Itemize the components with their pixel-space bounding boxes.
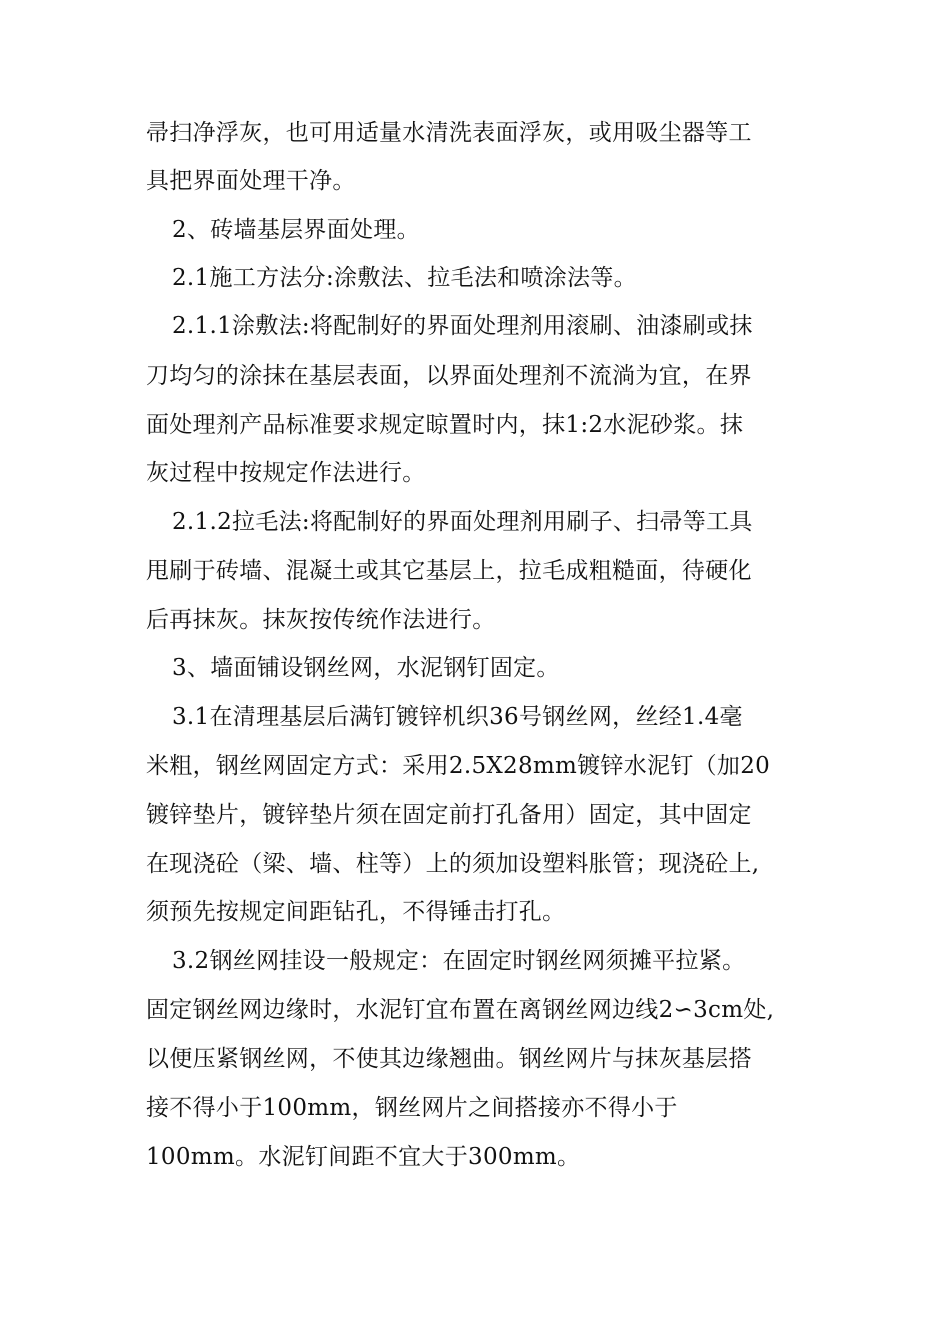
text-line: 具把界面处理干净。: [146, 168, 356, 194]
text-line: 3、墙面铺设钢丝网，水泥钢钉固定。: [172, 655, 560, 681]
text-line: 3.2钢丝网挂设一般规定：在固定时钢丝网须摊平拉紧。: [172, 948, 746, 974]
text-line: 后再抹灰。抹灰按传统作法进行。: [146, 607, 496, 633]
text-line: 米粗，钢丝网固定方式：采用2.5X28mm镀锌水泥钉（加20: [146, 753, 771, 779]
text-line: 固定钢丝网边缘时，水泥钉宜布置在离钢丝网边线2∽3cm处,: [146, 997, 775, 1023]
text-line: 2、砖墙基层界面处理。: [172, 217, 420, 243]
text-line: 以便压紧钢丝网，不使其边缘翘曲。钢丝网片与抹灰基层搭: [146, 1046, 752, 1072]
text-line: 面处理剂产品标准要求规定晾置时内，抹1:2水泥砂浆。抹: [146, 412, 744, 438]
text-line: 灰过程中按规定作法进行。: [146, 460, 426, 486]
text-line: 刀均匀的涂抹在基层表面，以界面处理剂不流淌为宜，在界: [146, 363, 752, 389]
text-line: 2.1.1涂敷法:将配制好的界面处理剂用滚刷、油漆刷或抹: [172, 313, 753, 339]
text-line: 2.1.2拉毛法:将配制好的界面处理剂用刷子、扫帚等工具: [172, 509, 753, 535]
text-line: 甩刷于砖墙、混凝土或其它基层上，拉毛成粗糙面，待硬化: [146, 558, 752, 584]
text-line: 3.1在清理基层后满钉镀锌机织36号钢丝网，丝经1.4毫: [172, 704, 743, 730]
text-line: 帚扫净浮灰，也可用适量水清洗表面浮灰，或用吸尘器等工: [146, 120, 752, 146]
text-line: 须预先按规定间距钻孔，不得锤击打孔。: [146, 899, 566, 925]
text-line: 镀锌垫片，镀锌垫片须在固定前打孔备用）固定，其中固定: [146, 802, 752, 828]
text-line: 接不得小于100mm，钢丝网片之间搭接亦不得小于: [146, 1095, 678, 1121]
text-line: 在现浇砼（梁、墙、柱等）上的须加设塑料胀管；现浇砼上,: [146, 851, 760, 877]
text-line: 100mm。水泥钉间距不宜大于300mm。: [146, 1144, 581, 1170]
text-line: 2.1施工方法分:涂敷法、拉毛法和喷涂法等。: [172, 265, 637, 291]
